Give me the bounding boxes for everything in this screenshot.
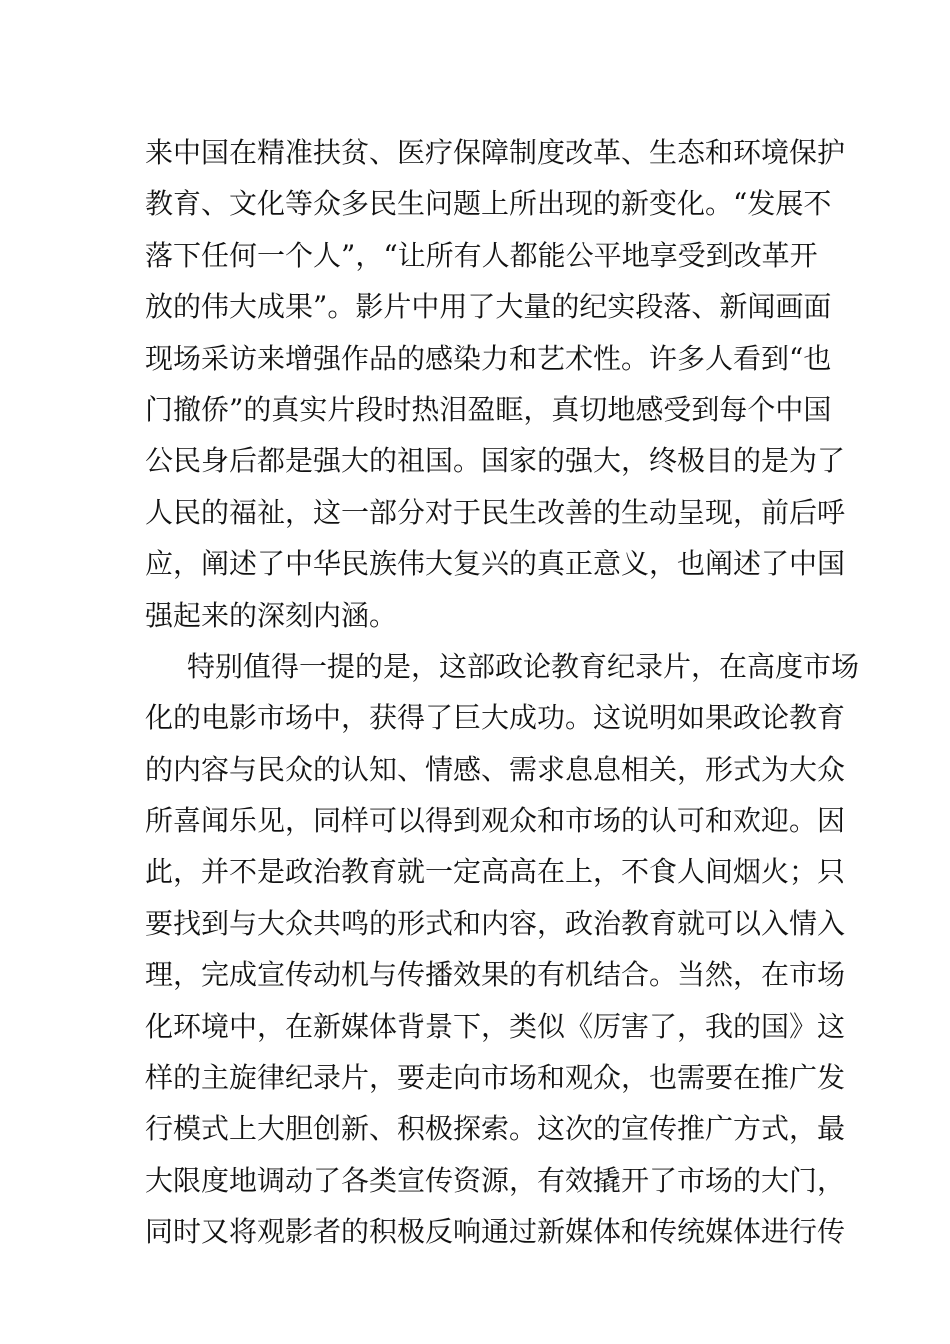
text-line: 行模式上大胆创新、积极探索。这次的宣传推广方式，最: [145, 1112, 846, 1146]
text-line: 强起来的深刻内涵。: [145, 598, 398, 632]
text-line: 落下任何一个人”，“让所有人都能公平地享受到改革开: [145, 238, 818, 272]
text-line: 化的电影市场中，获得了巨大成功。这说明如果政论教育: [145, 701, 846, 735]
text-line: 所喜闻乐见，同样可以得到观众和市场的认可和欢迎。因: [145, 804, 846, 838]
paragraph-1: [145, 127, 846, 641]
paragraph-2: [145, 641, 860, 1258]
text-line: 门撤侨”的真实片段时热泪盈眶，真切地感受到每个中国: [145, 392, 832, 426]
text-line: 大限度地调动了各类宣传资源，有效撬开了市场的大门，: [145, 1163, 846, 1197]
text-line: 化环境中，在新媒体背景下，类似《厉害了，我的国》这: [145, 1009, 846, 1043]
body-text: [145, 127, 860, 1258]
text-line: 要找到与大众共鸣的形式和内容，政治教育就可以入情入: [145, 906, 846, 940]
text-line: 同时又将观影者的积极反响通过新媒体和传统媒体进行传: [145, 1215, 846, 1249]
text-line: 教育、文化等众多民生问题上所出现的新变化。“发展不: [145, 187, 832, 221]
text-line: 来中国在精准扶贫、医疗保障制度改革、生态和环境保护: [145, 136, 846, 169]
text-line: 现场采访来增强作品的感染力和艺术性。许多人看到“也: [145, 341, 832, 375]
text-line: 应，阐述了中华民族伟大复兴的真正意义，也阐述了中国: [145, 547, 846, 581]
text-line: 样的主旋律纪录片，要走向市场和观众，也需要在推广发: [145, 1061, 846, 1095]
text-line: 的内容与民众的认知、情感、需求息息相关，形式为大众: [145, 752, 846, 786]
text-line: 理，完成宣传动机与传播效果的有机结合。当然，在市场: [145, 958, 846, 992]
text-line: 人民的福祉，这一部分对于民生改善的生动呈现，前后呼: [145, 495, 846, 529]
text-line: 特别值得一提的是，这部政论教育纪录片，在高度市场: [187, 649, 860, 683]
text-line: 公民身后都是强大的祖国。国家的强大，终极目的是为了: [145, 444, 846, 478]
text-line: 此，并不是政治教育就一定高高在上，不食人间烟火；只: [145, 855, 846, 889]
text-line: 放的伟大成果”。影片中用了大量的纪实段落、新闻画面: [145, 290, 832, 324]
